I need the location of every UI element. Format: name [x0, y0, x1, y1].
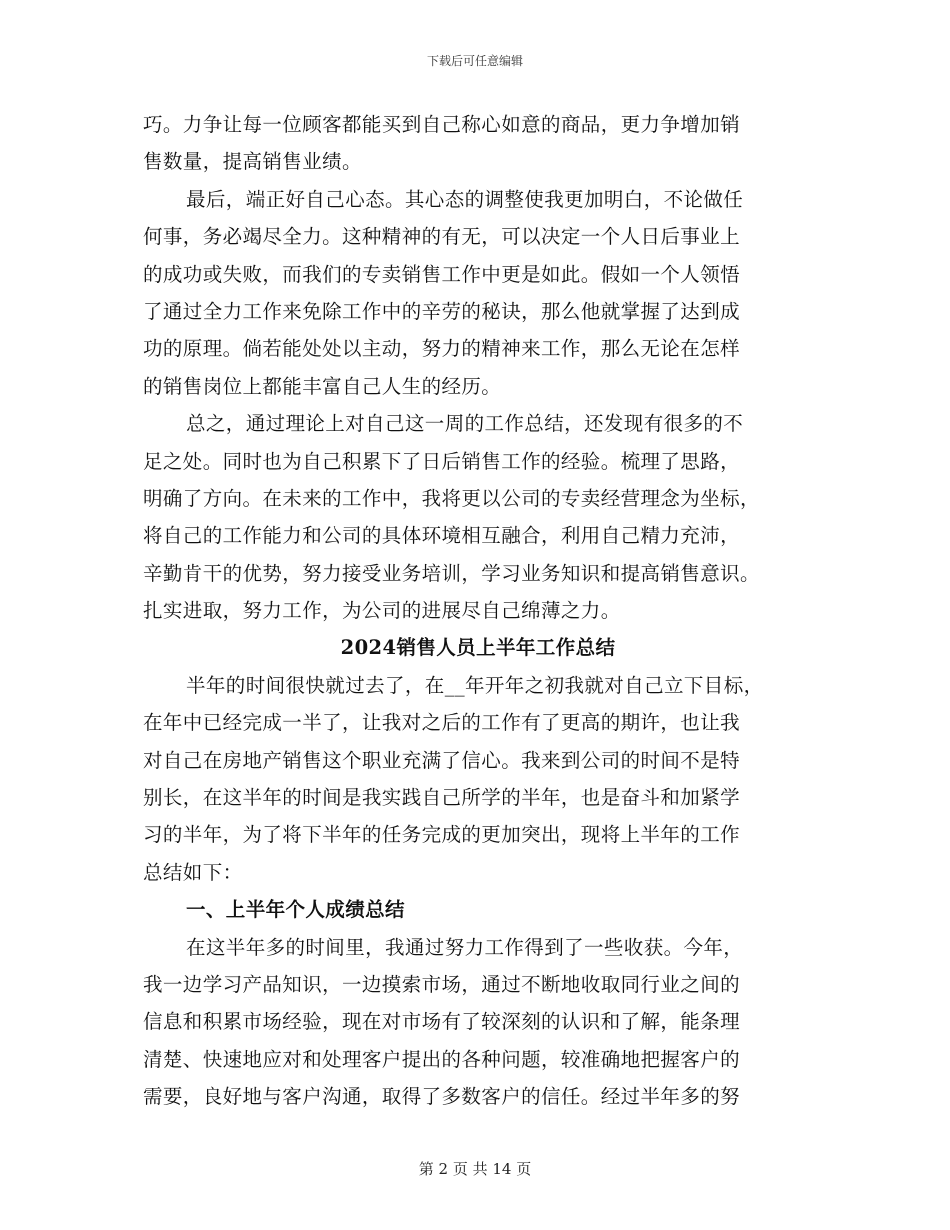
page-footer: 第 2 页 共 14 页 — [418, 1160, 532, 1178]
document-body — [143, 106, 813, 1116]
text-line: 的销售岗位上都能丰富自己人生的经历。 — [143, 374, 502, 398]
text-line: 了通过全力工作来免除工作中的辛劳的秘诀，那么他就掌握了达到成 — [143, 299, 741, 323]
text-line: 明确了方向。在未来的工作中，我将更以公司的专卖经营理念为坐标， — [143, 486, 760, 510]
text-line: 的成功或失败，而我们的专卖销售工作中更是如此。假如一个人领悟 — [143, 262, 741, 286]
section-title: 2024销售人员上半年工作总结 — [340, 636, 616, 660]
text-line: 足之处。同时也为自己积累下了日后销售工作的经验。梳理了思路， — [143, 449, 741, 473]
subsection-heading: 一、上半年个人成绩总结 — [186, 898, 405, 922]
text-line: 巧。力争让每一位顾客都能买到自己称心如意的商品，更力争增加销 — [143, 113, 741, 136]
text-line: 清楚、快速地应对和处理客户提出的各种问题，较准确地把握客户的 — [143, 1047, 741, 1071]
text-line: 何事，务必竭尽全力。这种精神的有无，可以决定一个人日后事业上 — [143, 225, 741, 249]
paragraph-first-line: 总之，通过理论上对自己这一周的工作总结，还发现有很多的不 — [186, 412, 744, 436]
paragraph-first-line: 在这半年多的时间里，我通过努力工作得到了一些收获。今年， — [186, 935, 744, 959]
text-line: 将自己的工作能力和公司的具体环境相互融合，利用自己精力充沛， — [143, 524, 741, 548]
page-header: 下载后可任意编辑 — [426, 54, 523, 68]
text-line: 对自己在房地产销售这个职业充满了信心。我来到公司的时间不是特 — [143, 748, 741, 772]
text-line: 辛勤肯干的优势，努力接受业务培训，学习业务知识和提高销售意识。 — [143, 561, 760, 585]
text-line: 功的原理。倘若能处处以主动，努力的精神来工作，那么无论在怎样 — [143, 337, 741, 361]
text-line: 我一边学习产品知识，一边摸索市场，通过不断地收取同行业之间的 — [143, 972, 741, 996]
text-line: 在年中已经完成一半了，让我对之后的工作有了更高的期许，也让我 — [143, 711, 741, 735]
text-line: 习的半年，为了将下半年的任务完成的更加突出，现将上半年的工作 — [143, 823, 741, 847]
text-line: 售数量，提高销售业绩。 — [143, 150, 362, 174]
paragraph-first-line: 最后，端正好自己心态。其心态的调整使我更加明白，不论做任 — [186, 187, 744, 211]
text-line: 总结如下： — [143, 860, 243, 884]
paragraph-first-line: 半年的时间很快就过去了，在__年开年之初我就对自己立下目标， — [186, 673, 764, 697]
text-line: 别长，在这半年的时间是我实践自己所学的半年，也是奋斗和加紧学 — [143, 786, 741, 810]
text-line: 信息和积累市场经验，现在对市场有了较深刻的认识和了解，能条理 — [143, 1010, 741, 1034]
text-line: 扎实进取，努力工作，为公司的进展尽自己绵薄之力。 — [143, 599, 621, 623]
text-line: 需要，良好地与客户沟通，取得了多数客户的信任。经过半年多的努 — [143, 1085, 741, 1109]
